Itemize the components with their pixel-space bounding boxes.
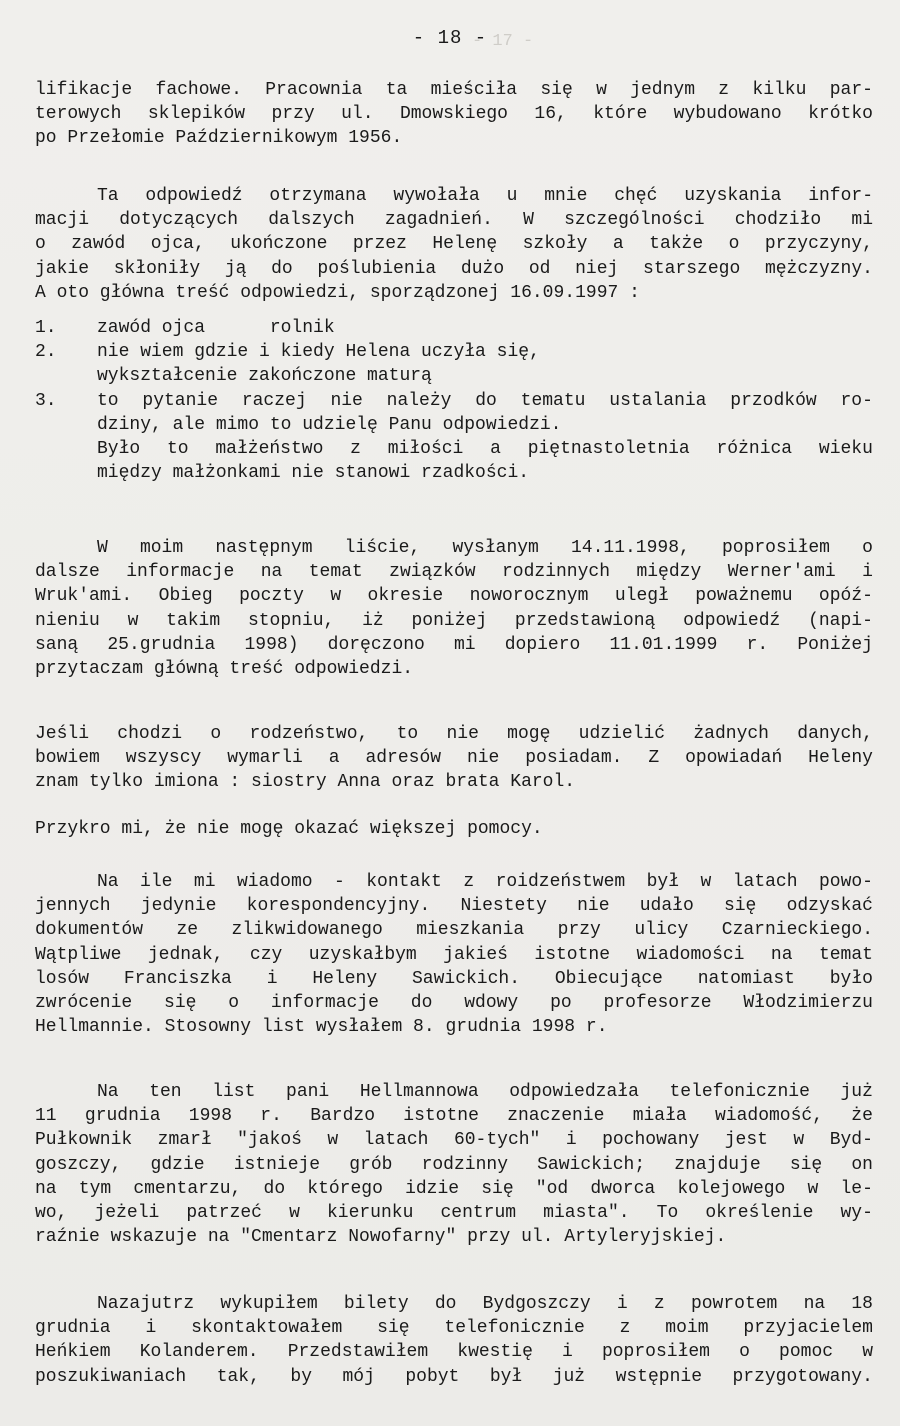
text-line: zwrócenie się o informacje do wdowy po profesorze Włodzimierzu (35, 992, 873, 1013)
list-number: 1. (35, 318, 57, 338)
numbered-list (35, 316, 873, 485)
text-line: dalsze informacje na temat związków rodzinnych między Werner'ami i (35, 562, 873, 583)
paragraph-1 (35, 78, 873, 151)
text-line: znam tylko imiona : siostry Anna oraz brata Karol. (35, 772, 576, 793)
list-text: zawód ojca rolnik (97, 318, 335, 338)
text-line: na tym cmentarzu, do którego idzie się "od dworca kolejowego w le- (35, 1178, 873, 1199)
text-line: o zawód ojca, ukończone przez Helenę szkoły a także o przyczyny, (35, 234, 873, 255)
text-line: raźnie wskazuje na "Cmentarz Nowofarny" przy ul. Artyleryjskiej. (35, 1227, 727, 1248)
paragraph-3 (35, 536, 873, 681)
text-line: Pułkownik zmarł "jakoś w latach 60-tych" i pochowany jest w Byd- (35, 1130, 873, 1151)
text-line: goszczy, gdzie istnieje grób rodzinny Sawickich; znajduje się on (35, 1154, 873, 1175)
text-line: Przykro mi, że nie mogę okazać większej pomocy. (35, 819, 543, 839)
text-line: grudnia i skontaktowałem się telefonicznie z moim przyjacielem (35, 1318, 873, 1339)
paragraph-2 (35, 184, 873, 305)
text-line: saną 25.grudnia 1998) doręczono mi dopiero 11.01.1999 r. Poniżej (35, 634, 873, 655)
text-line: Heńkiem Kolanderem. Przedstawiłem kwestię i poprosiłem o pomoc w (35, 1342, 873, 1363)
text-line: po Przełomie Październikowym 1956. (35, 128, 403, 149)
text-line: Hellmannie. Stosowny list wysłałem 8. grudnia 1998 r. (35, 1017, 608, 1038)
list-text: Było to małżeństwo z miłości a piętnastoletnia różnica wieku (97, 438, 873, 459)
text-line: A oto główna treść odpowiedzi, sporządzonej 16.09.1997 : (35, 282, 640, 303)
list-item (35, 389, 873, 413)
text-line: W moim następnym liście, wysłanym 14.11.1998, poprosiłem o (97, 538, 873, 558)
page-number: - 18 - (412, 27, 488, 49)
text-line: Ta odpowiedź otrzymana wywołała u mnie chęć uzyskania infor- (97, 186, 873, 206)
list-text: to pytanie raczej nie należy do tematu ustalania przodków ro- (97, 390, 873, 411)
list-number: 3. (35, 390, 57, 411)
text-line: jakie skłoniły ją do poślubienia dużo od niej starszego mężczyzny. (35, 258, 873, 279)
list-item (35, 316, 873, 340)
text-line: jennych jedynie korespondencyjny. Niestety nie udało się odzyskać (35, 896, 873, 917)
text-line: lifikacje fachowe. Pracownia ta mieściła się w jednym z kilku par- (35, 80, 873, 100)
text-line: Jeśli chodzi o rodzeństwo, to nie mogę udzielić żadnych danych, (35, 724, 873, 744)
paragraph-6 (35, 1292, 873, 1389)
text-line: dokumentów ze zlikwidowanego mieszkania przy ulicy Czarnieckiego. (35, 920, 873, 941)
text-line: Na ten list pani Hellmannowa odpowiedzała telefonicznie już (97, 1082, 873, 1102)
quoted-closing (35, 817, 873, 841)
text-line: Wruk'ami. Obieg poczty w okresie noworocznym uległ poważnemu opóź- (35, 586, 873, 607)
list-item (35, 340, 873, 364)
text-line: Wątpliwe jednak, czy uzyskałbym jakieś istotne wiadomości na temat (35, 944, 873, 965)
text-line: 11 grudnia 1998 r. Bardzo istotne znaczenie miała wiadomość, że (35, 1106, 873, 1127)
text-line: wo, jeżeli patrzeć w kierunku centrum miasta". To określenie wy- (35, 1202, 873, 1223)
text-line: macji dotyczących dalszych zagadnień. W szczególności chodziło mi (35, 210, 873, 231)
list-number: 2. (35, 342, 57, 363)
bleed-through-page-number: - 17 - (472, 32, 534, 51)
paragraph-4 (35, 870, 873, 1039)
list-text: wykształcenie zakończone maturą (97, 366, 432, 387)
text-line: nieniu w takim stopniu, iż poniżej przedstawioną odpowiedź (napi- (35, 610, 873, 631)
quoted-reply (35, 722, 873, 795)
text-line: poszukiwaniach tak, by mój pobyt był już wstępnie przygotowany. (35, 1366, 873, 1387)
text-line: bowiem wszyscy wymarli a adresów nie posiadam. Z opowiadań Heleny (35, 748, 873, 769)
text-line: terowych sklepików przy ul. Dmowskiego 16, które wybudowano krótko (35, 104, 873, 125)
text-line: Nazajutrz wykupiłem bilety do Bydgoszczy i z powrotem na 18 (97, 1294, 873, 1314)
list-text: dziny, ale mimo to udzielę Panu odpowiedzi. (97, 414, 562, 435)
text-line: Na ile mi wiadomo - kontakt z roidzeństwem był w latach powo- (97, 872, 873, 892)
paragraph-5 (35, 1080, 873, 1249)
text-line: przytaczam główną treść odpowiedzi. (35, 658, 414, 679)
list-text: między małżonkami nie stanowi rzadkości. (97, 463, 530, 484)
list-text: nie wiem gdzie i kiedy Helena uczyła się, (97, 342, 540, 363)
text-line: losów Franciszka i Heleny Sawickich. Obiecujące natomiast było (35, 968, 873, 989)
